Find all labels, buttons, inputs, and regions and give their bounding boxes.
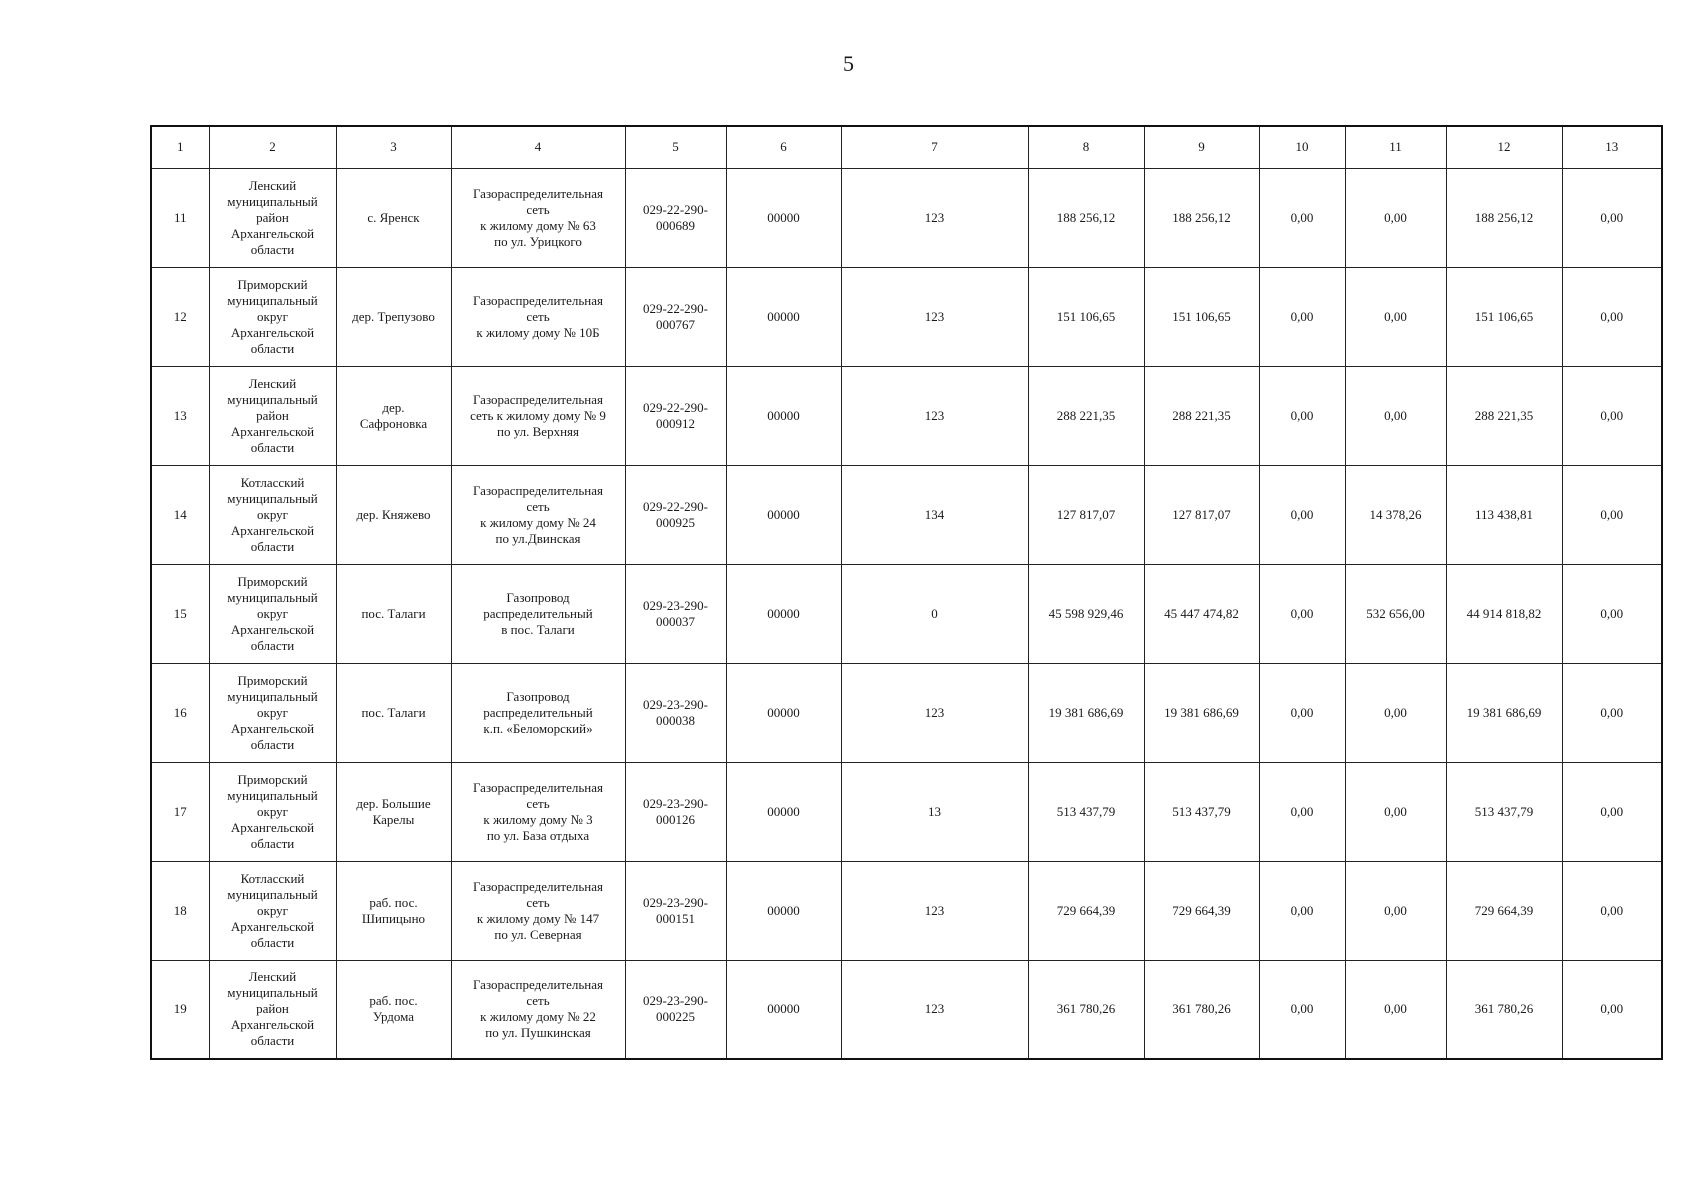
- table-cell: Газопровод распределительный в пос. Талаги: [451, 564, 625, 663]
- table-cell: 127 817,07: [1144, 465, 1259, 564]
- table-cell: 123: [841, 663, 1028, 762]
- table-cell: 00000: [726, 564, 841, 663]
- table-cell: 151 106,65: [1144, 267, 1259, 366]
- table-cell: 0,00: [1259, 564, 1345, 663]
- table-cell: 00000: [726, 366, 841, 465]
- table-cell: 0,00: [1259, 960, 1345, 1059]
- column-header: 11: [1345, 126, 1446, 168]
- table-cell: 00000: [726, 960, 841, 1059]
- table-cell: 0,00: [1345, 366, 1446, 465]
- table-cell: 14: [151, 465, 209, 564]
- table-cell: 0,00: [1259, 663, 1345, 762]
- table-cell: 029-23-290- 000037: [625, 564, 726, 663]
- table-cell: 00000: [726, 861, 841, 960]
- table-cell: 0,00: [1562, 564, 1662, 663]
- table-cell: дер. Трепузово: [336, 267, 451, 366]
- table-cell: 361 780,26: [1144, 960, 1259, 1059]
- table-cell: дер. Сафроновка: [336, 366, 451, 465]
- table-cell: 45 598 929,46: [1028, 564, 1144, 663]
- data-table: [150, 125, 1663, 1060]
- table-cell: 029-23-290- 000151: [625, 861, 726, 960]
- table-cell: 134: [841, 465, 1028, 564]
- table-cell: 18: [151, 861, 209, 960]
- table-cell: 123: [841, 366, 1028, 465]
- table-cell: 288 221,35: [1028, 366, 1144, 465]
- table-cell: Газораспределительная сеть к жилому дому № 3 по ул. База отдыха: [451, 762, 625, 861]
- table-cell: 00000: [726, 663, 841, 762]
- table-cell: 13: [151, 366, 209, 465]
- table-cell: 14 378,26: [1345, 465, 1446, 564]
- table-cell: 123: [841, 168, 1028, 267]
- table-cell: 0,00: [1345, 267, 1446, 366]
- table-cell: Приморский муниципальный округ Архангельской области: [209, 762, 336, 861]
- table-cell: 0,00: [1259, 168, 1345, 267]
- table-cell: 029-23-290- 000038: [625, 663, 726, 762]
- table-cell: 729 664,39: [1446, 861, 1562, 960]
- table-cell: 00000: [726, 267, 841, 366]
- column-header: 9: [1144, 126, 1259, 168]
- table-cell: 188 256,12: [1446, 168, 1562, 267]
- table-cell: 729 664,39: [1028, 861, 1144, 960]
- table-cell: 0,00: [1259, 267, 1345, 366]
- table-cell: 19 381 686,69: [1028, 663, 1144, 762]
- table-cell: 19 381 686,69: [1446, 663, 1562, 762]
- table-cell: 113 438,81: [1446, 465, 1562, 564]
- column-header: 2: [209, 126, 336, 168]
- table-cell: 513 437,79: [1144, 762, 1259, 861]
- table-cell: 029-22-290- 000767: [625, 267, 726, 366]
- table-cell: 729 664,39: [1144, 861, 1259, 960]
- table-cell: 16: [151, 663, 209, 762]
- column-header: 6: [726, 126, 841, 168]
- table-cell: 029-22-290- 000912: [625, 366, 726, 465]
- table-cell: 151 106,65: [1028, 267, 1144, 366]
- table-cell: 19 381 686,69: [1144, 663, 1259, 762]
- table-cell: 123: [841, 960, 1028, 1059]
- table-row: [151, 366, 1662, 465]
- table-cell: 00000: [726, 465, 841, 564]
- table-cell: Газораспределительная сеть к жилому дому № 147 по ул. Северная: [451, 861, 625, 960]
- table-cell: Котласский муниципальный округ Архангельской области: [209, 465, 336, 564]
- table-row: [151, 762, 1662, 861]
- table-cell: 0,00: [1259, 861, 1345, 960]
- column-header: 3: [336, 126, 451, 168]
- table-cell: 15: [151, 564, 209, 663]
- table-cell: Ленский муниципальный район Архангельской области: [209, 960, 336, 1059]
- table-cell: 029-22-290- 000925: [625, 465, 726, 564]
- table-cell: Приморский муниципальный округ Архангельской области: [209, 564, 336, 663]
- column-header: 4: [451, 126, 625, 168]
- table-cell: 0,00: [1562, 465, 1662, 564]
- table-cell: 0,00: [1259, 366, 1345, 465]
- table-row: [151, 663, 1662, 762]
- table-cell: пос. Талаги: [336, 564, 451, 663]
- table-cell: 029-22-290- 000689: [625, 168, 726, 267]
- table-cell: 0,00: [1345, 762, 1446, 861]
- table-cell: 513 437,79: [1446, 762, 1562, 861]
- table-row: [151, 267, 1662, 366]
- table-cell: 0,00: [1345, 168, 1446, 267]
- table-cell: 029-23-290- 000126: [625, 762, 726, 861]
- table-row: [151, 465, 1662, 564]
- table-cell: Ленский муниципальный район Архангельской области: [209, 366, 336, 465]
- table-cell: 0,00: [1259, 465, 1345, 564]
- table-cell: Газораспределительная сеть к жилому дому № 10Б: [451, 267, 625, 366]
- table-cell: 288 221,35: [1144, 366, 1259, 465]
- table-cell: 0,00: [1562, 366, 1662, 465]
- table-cell: Газораспределительная сеть к жилому дому № 9 по ул. Верхняя: [451, 366, 625, 465]
- table-cell: 188 256,12: [1144, 168, 1259, 267]
- table-cell: 19: [151, 960, 209, 1059]
- column-header: 13: [1562, 126, 1662, 168]
- table-cell: 11: [151, 168, 209, 267]
- table-cell: с. Яренск: [336, 168, 451, 267]
- table-cell: дер. Большие Карелы: [336, 762, 451, 861]
- table-cell: 513 437,79: [1028, 762, 1144, 861]
- table-body: [151, 168, 1662, 1059]
- column-header: 5: [625, 126, 726, 168]
- column-header: 12: [1446, 126, 1562, 168]
- column-header: 7: [841, 126, 1028, 168]
- table-cell: 0,00: [1345, 861, 1446, 960]
- table-cell: Приморский муниципальный округ Архангельской области: [209, 663, 336, 762]
- page-number: 5: [843, 51, 854, 76]
- table-cell: 532 656,00: [1345, 564, 1446, 663]
- table-cell: 13: [841, 762, 1028, 861]
- table-cell: 0,00: [1345, 663, 1446, 762]
- table-cell: Газораспределительная сеть к жилому дому № 22 по ул. Пушкинская: [451, 960, 625, 1059]
- table-cell: 123: [841, 861, 1028, 960]
- table-cell: 45 447 474,82: [1144, 564, 1259, 663]
- table-cell: 188 256,12: [1028, 168, 1144, 267]
- table-cell: 0,00: [1562, 663, 1662, 762]
- table-cell: 44 914 818,82: [1446, 564, 1562, 663]
- table-cell: 0,00: [1562, 960, 1662, 1059]
- table-cell: 123: [841, 267, 1028, 366]
- column-header: 1: [151, 126, 209, 168]
- table-cell: раб. пос. Шипицыно: [336, 861, 451, 960]
- table-cell: 00000: [726, 762, 841, 861]
- table-cell: Газораспределительная сеть к жилому дому № 63 по ул. Урицкого: [451, 168, 625, 267]
- table-cell: Газораспределительная сеть к жилому дому № 24 по ул.Двинская: [451, 465, 625, 564]
- table-cell: раб. пос. Урдома: [336, 960, 451, 1059]
- header-row: [151, 126, 1662, 168]
- table-row: [151, 861, 1662, 960]
- table-cell: 0,00: [1562, 267, 1662, 366]
- table-cell: 0,00: [1345, 960, 1446, 1059]
- table-cell: 127 817,07: [1028, 465, 1144, 564]
- table-cell: Ленский муниципальный район Архангельской области: [209, 168, 336, 267]
- table-cell: Приморский муниципальный округ Архангельской области: [209, 267, 336, 366]
- table-cell: дер. Княжево: [336, 465, 451, 564]
- table-cell: 0,00: [1259, 762, 1345, 861]
- table-cell: 17: [151, 762, 209, 861]
- table-cell: 361 780,26: [1446, 960, 1562, 1059]
- table-cell: 029-23-290- 000225: [625, 960, 726, 1059]
- table-row: [151, 564, 1662, 663]
- table-cell: 288 221,35: [1446, 366, 1562, 465]
- table-row: [151, 168, 1662, 267]
- table-cell: пос. Талаги: [336, 663, 451, 762]
- table-row: [151, 960, 1662, 1059]
- table-cell: 12: [151, 267, 209, 366]
- table-cell: 151 106,65: [1446, 267, 1562, 366]
- column-header: 10: [1259, 126, 1345, 168]
- table-cell: 361 780,26: [1028, 960, 1144, 1059]
- table-cell: 0,00: [1562, 168, 1662, 267]
- table-cell: Газопровод распределительный к.п. «Беломорский»: [451, 663, 625, 762]
- table-cell: 00000: [726, 168, 841, 267]
- table-cell: 0,00: [1562, 861, 1662, 960]
- table-header: [151, 126, 1662, 168]
- table-cell: 0,00: [1562, 762, 1662, 861]
- column-header: 8: [1028, 126, 1144, 168]
- table-cell: Котласский муниципальный округ Архангельской области: [209, 861, 336, 960]
- table-cell: 0: [841, 564, 1028, 663]
